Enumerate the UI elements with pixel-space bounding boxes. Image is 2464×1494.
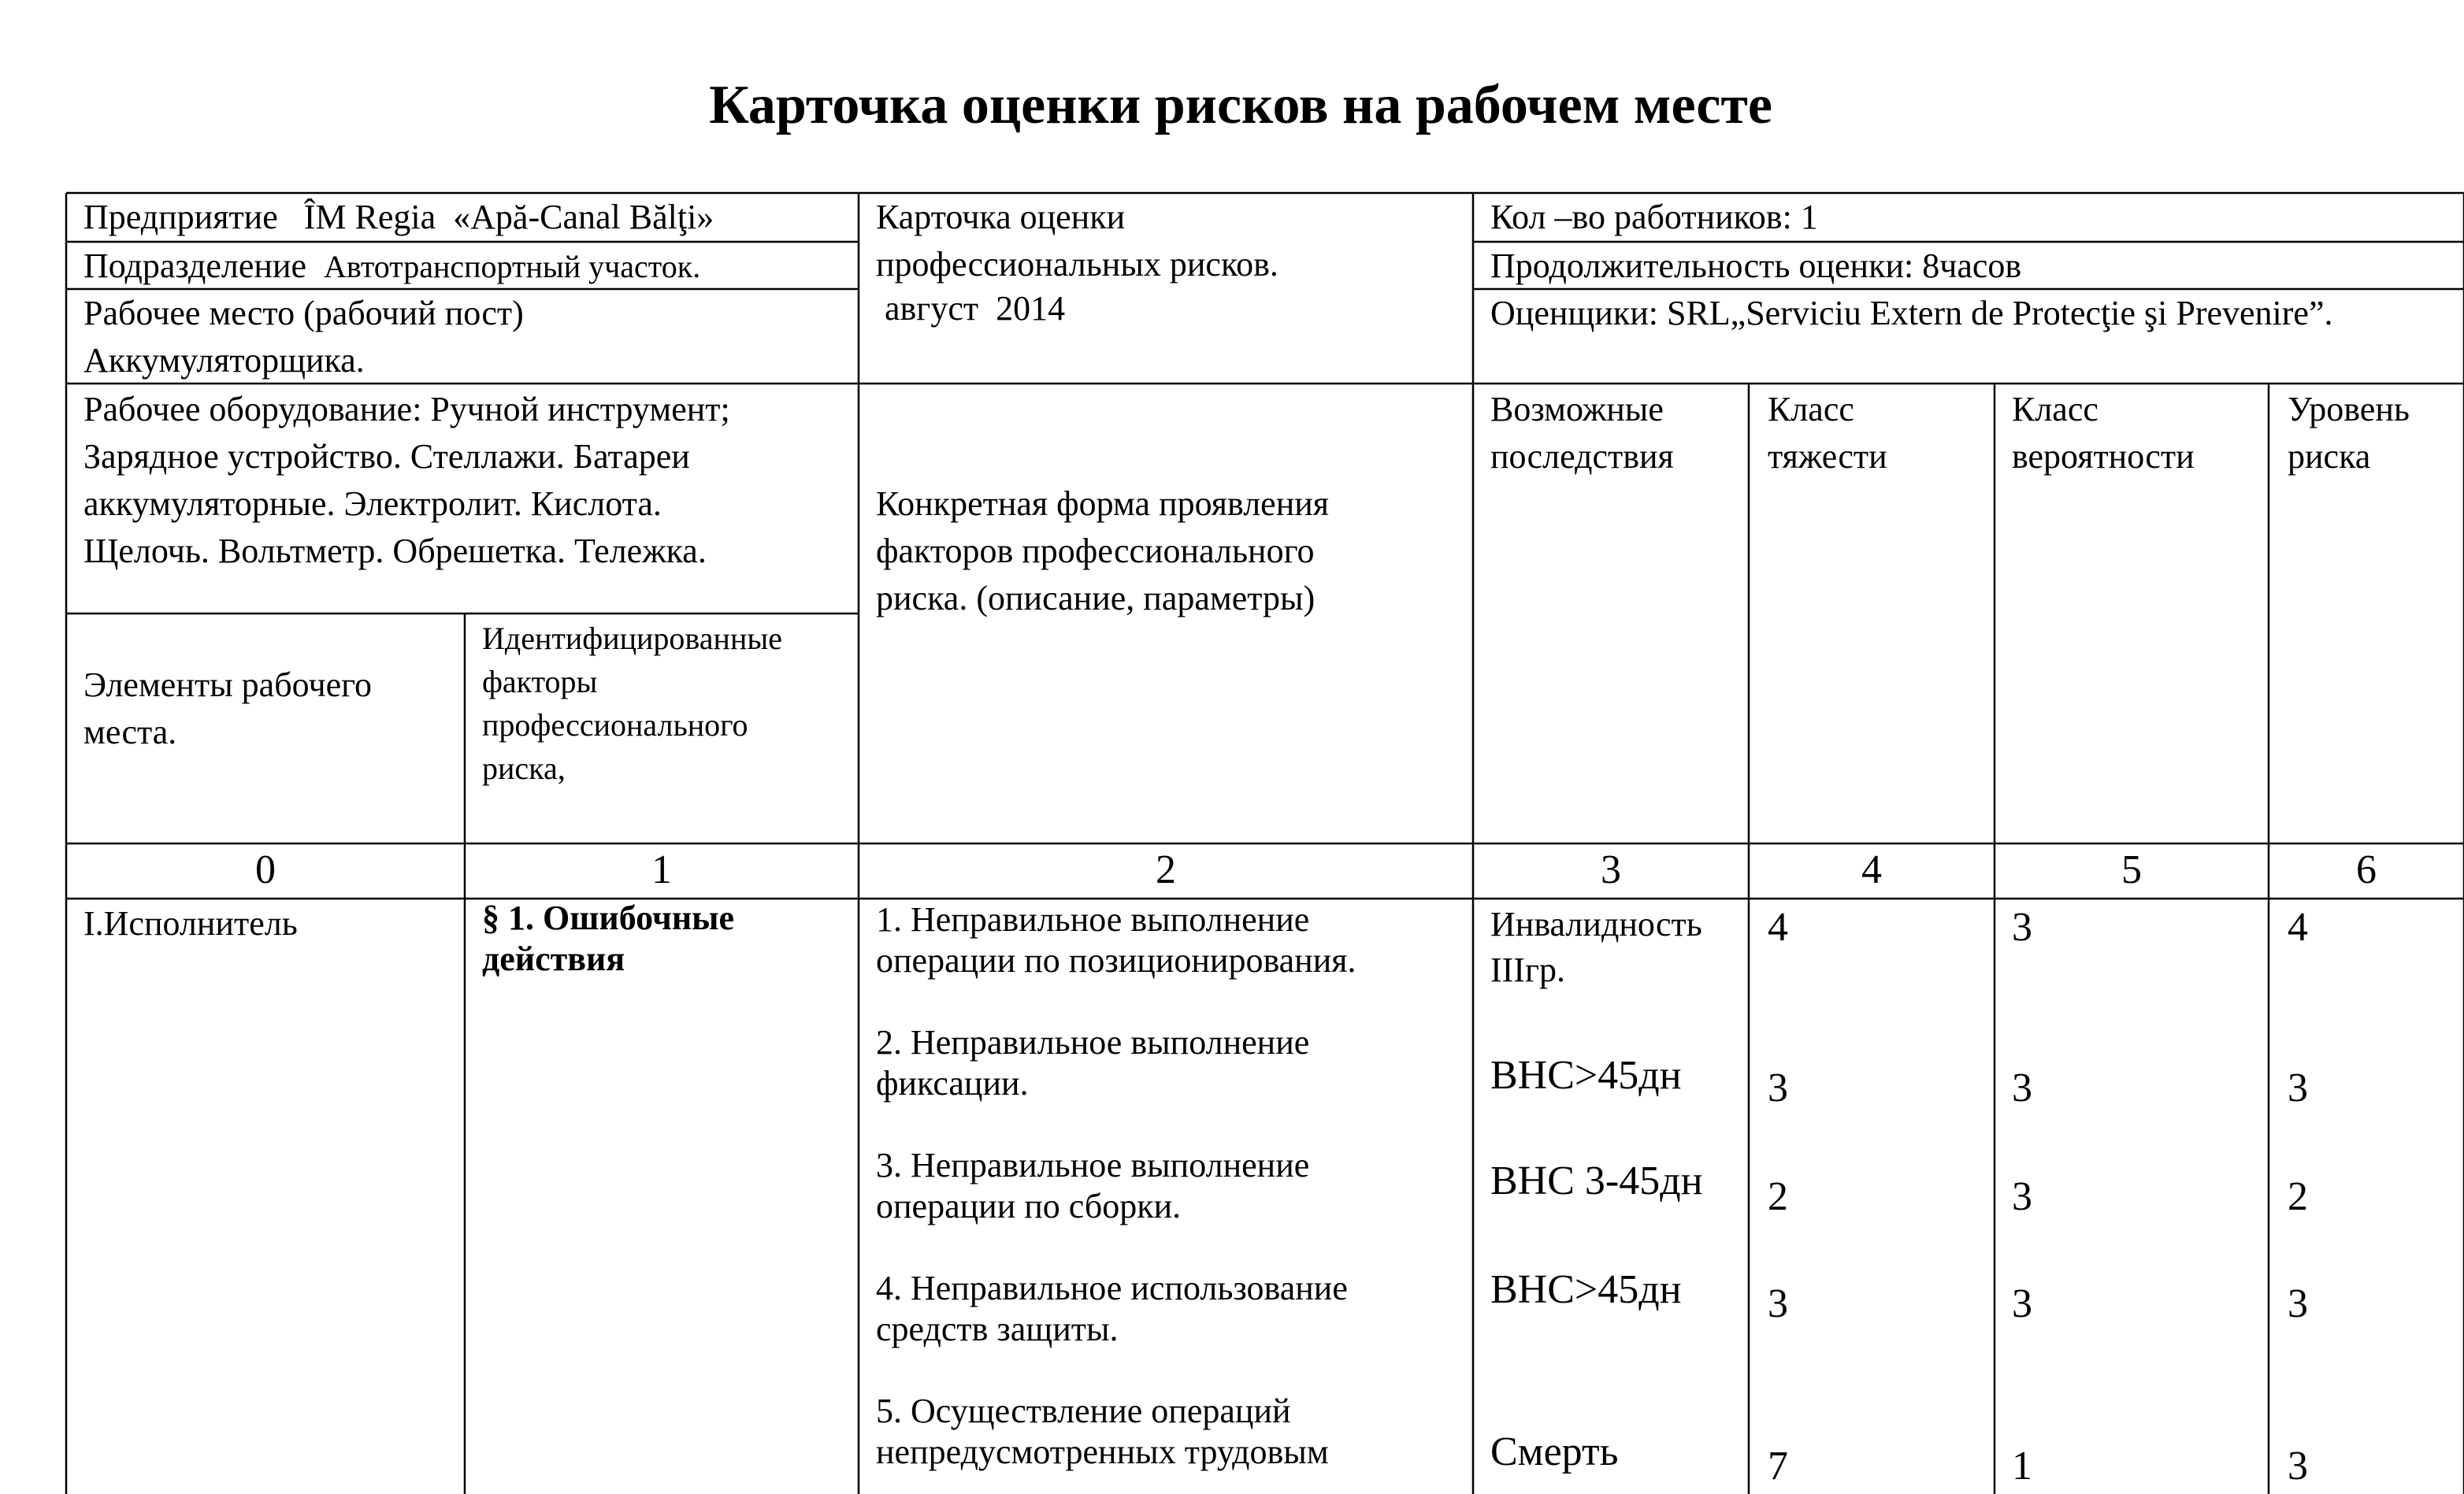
card-line-2: профессиональных рисков. — [876, 245, 1278, 284]
row-5-severity: 7 — [1768, 1444, 1788, 1488]
row-5-consequence: Смерть — [1490, 1429, 1619, 1474]
row-1-severity: 4 — [1768, 905, 1788, 950]
row-2-probability: 3 — [2012, 1066, 2032, 1110]
col-severity-line-1: Класс — [1768, 390, 1854, 428]
row-3-desc-line-2: операции по сборки. — [876, 1187, 1182, 1225]
assessment-duration: Продолжительность оценки: 8часов — [1490, 247, 2022, 285]
row-5-desc-line-1: 5. Осуществление операций — [876, 1392, 1291, 1430]
row-5-risk: 3 — [2288, 1444, 2308, 1488]
equipment-line-2: Зарядное устройство. Стеллажи. Батареи — [83, 437, 690, 476]
col-factors-line-1: Идентифицированные — [482, 621, 782, 656]
workers-count: Кол –во работников: 1 — [1490, 198, 1818, 236]
col-severity-line-2: тяжести — [1768, 437, 1887, 476]
row-3-severity: 2 — [1768, 1174, 1788, 1219]
col-number-6: 6 — [2356, 847, 2377, 892]
col-probability-line-2: вероятности — [2012, 437, 2195, 476]
col-number-5: 5 — [2121, 847, 2142, 892]
row-4-probability: 3 — [2012, 1281, 2032, 1326]
col-consequences-line-1: Возможные — [1490, 390, 1664, 428]
col-factors-line-3: профессионального — [482, 707, 748, 743]
col-factors-line-2: факторы — [482, 664, 598, 699]
row-2-consequence: ВНС>45дн — [1490, 1053, 1682, 1098]
row-3-risk: 2 — [2288, 1174, 2308, 1219]
col-number-4: 4 — [1861, 847, 1882, 892]
assessors: Оценщики: SRL„Serviciu Extern de Protecţie şi Prevenire”. — [1490, 294, 2333, 332]
row-4-desc-line-1: 4. Неправильное использование — [876, 1269, 1348, 1307]
row-3-consequence: ВНС 3-45дн — [1490, 1158, 1703, 1203]
section-element: I.Исполнитель — [83, 904, 298, 943]
col-form-line-1: Конкретная форма проявления — [876, 484, 1330, 523]
row-2-severity: 3 — [1768, 1066, 1788, 1110]
row-1-risk: 4 — [2288, 905, 2308, 950]
col-number-3: 3 — [1601, 847, 1621, 892]
enterprise-label: Предприятие ÎM Regia «Apă-Canal Bălţi» — [83, 198, 714, 236]
col-form-line-2: факторов профессионального — [876, 532, 1315, 570]
row-2-desc-line-1: 2. Неправильное выполнение — [876, 1023, 1310, 1062]
row-4-severity: 3 — [1768, 1281, 1788, 1326]
row-1-desc-line-2: операции по позиционирования. — [876, 941, 1356, 980]
col-risk-line-2: риска — [2288, 437, 2371, 476]
card-line-1: Карточка оценки — [876, 198, 1126, 236]
division-label: Подразделение — [83, 247, 307, 285]
division-value: Автотранспортный участок. — [324, 249, 701, 284]
equipment-line-3: аккумуляторные. Электролит. Кислота. — [83, 484, 662, 523]
workplace-line-2: Аккумуляторщика. — [83, 341, 365, 380]
division-row — [83, 243, 700, 291]
page-title: Карточка оценки рисков на рабочем месте — [709, 75, 1772, 135]
row-2-risk: 3 — [2288, 1066, 2308, 1110]
section-factor-line-1: § 1. Ошибочные — [482, 899, 735, 937]
card-line-3: август 2014 — [876, 289, 1066, 328]
row-5-probability: 1 — [2012, 1444, 2032, 1488]
col-probability-line-1: Класс — [2012, 390, 2098, 428]
row-1-consequence-line-2: IIIгр. — [1490, 951, 1566, 989]
col-factors-line-4: риска, — [482, 751, 566, 786]
row-3-desc-line-1: 3. Неправильное выполнение — [876, 1146, 1310, 1184]
row-4-consequence: ВНС>45дн — [1490, 1267, 1682, 1312]
section-factor-line-2: действия — [482, 940, 625, 978]
row-1-probability: 3 — [2012, 905, 2032, 950]
col-risk-line-1: Уровень — [2288, 390, 2410, 428]
row-4-risk: 3 — [2288, 1281, 2308, 1326]
col-elements-line-1: Элементы рабочего — [83, 665, 373, 704]
col-elements-line-2: места. — [83, 713, 177, 751]
equipment-line-1: Рабочее оборудование: Ручной инструмент; — [83, 390, 730, 428]
col-number-1: 1 — [651, 847, 672, 892]
row-1-consequence-line-1: Инвалидность — [1490, 905, 1702, 943]
row-1-desc-line-1: 1. Неправильное выполнение — [876, 900, 1310, 939]
col-number-2: 2 — [1156, 847, 1176, 892]
row-5-desc-line-2: непредусмотренных трудовым — [876, 1433, 1329, 1471]
col-number-0: 0 — [255, 847, 276, 892]
row-2-desc-line-2: фиксации. — [876, 1064, 1029, 1103]
row-3-probability: 3 — [2012, 1174, 2032, 1219]
row-4-desc-line-2: средств защиты. — [876, 1310, 1119, 1348]
equipment-line-4: Щелочь. Вольтметр. Обрешетка. Тележка. — [83, 532, 707, 570]
col-form-line-3: риска. (описание, параметры) — [876, 579, 1315, 617]
col-consequences-line-2: последствия — [1490, 437, 1674, 476]
workplace-line-1: Рабочее место (рабочий пост) — [83, 294, 524, 332]
